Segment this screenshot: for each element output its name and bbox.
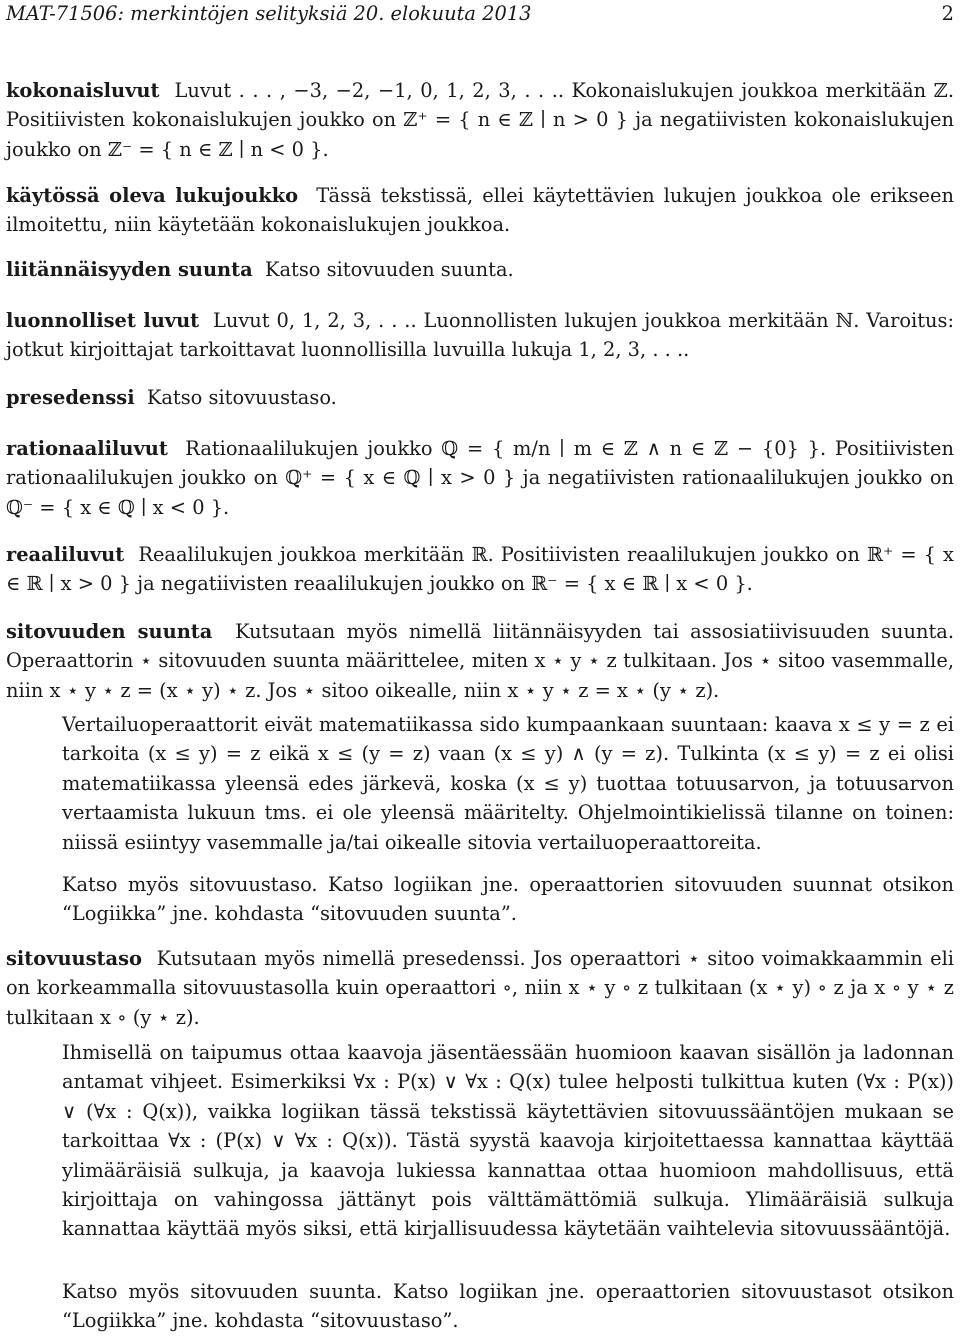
entry-body: Katso sitovuustaso. [146, 386, 337, 409]
paragraph-vertailuoperaattorit: Vertailuoperaattorit eivät matematiikassa sido kumpaankaan suuntaan: kaava x ≤ y = z ei tarkoita (x ≤ y) = z eikä x ≤ (y = z) vaan (x ≤ y) ∧ (y = z). Tulkinta (x ≤ y) = z ei olisi matematiikassa yleensä edes järkevä, koska (x ≤ y) tuottaa totuusarvon, ja totuusarvon vertaamista lukuun tms. ei ole yleensä määritelty. Ohjelmointikielissä tilanne on toinen: niissä esiintyy vasemmalle ja/tai oikealle sitovia vertailuoperaattoreita. [62, 713, 954, 854]
entry-term: luonnolliset luvut [6, 309, 200, 332]
entry-body: Kutsutaan myös nimellä presedenssi. Jos operaattori ⋆ sitoo voimakkaammin eli on korkeammalla sitovuustasolla kuin operaattori ∘, niin x ⋆ y ∘ z tulkitaan (x ⋆ y) ∘ z ja x ∘ y ⋆ z tulkitaan x ∘ (y ⋆ z). [6, 947, 954, 1029]
entry-term: rationaaliluvut [6, 437, 168, 460]
entry-kaytossa-oleva-lukujoukko [6, 181, 954, 240]
running-header [6, 0, 954, 28]
entry-body: Rationaalilukujen joukko ℚ = { m/n ∣ m ∈ ℤ ∧ n ∈ ℤ − {0} }. Positiivisten rationaalilukujen joukko on ℚ⁺ = { x ∈ ℚ ∣ x > 0 } ja negatiivisten rationaalilukujen joukko on ℚ⁻ = { x ∈ ℚ ∣ x < 0 }. [6, 437, 955, 519]
page-number: 2 [941, 2, 954, 25]
entry-body: Luvut 0, 1, 2, 3, . . .. Luonnollisten lukujen joukkoa merkitään ℕ. Varoitus: jotkut kirjoittajat tarkoittavat luonnollisilla luvuilla lukuja 1, 2, 3, . . .. [6, 309, 954, 362]
entry-sitovuustaso [6, 944, 954, 1032]
entry-kokonaisluvut [6, 76, 954, 164]
entry-term: reaaliluvut [6, 543, 125, 566]
entry-term: käytössä oleva lukujoukko [6, 184, 299, 207]
entry-term: sitovuustaso [6, 947, 142, 970]
entry-sitovuuden-suunta [6, 617, 954, 705]
entry-liitannaisyyden-suunta [6, 255, 954, 284]
header-title: MAT-71506: merkintöjen selityksiä 20. elokuuta 2013 [6, 2, 532, 25]
entry-presedenssi [6, 383, 954, 412]
paragraph-katso-myos-sitovuuden-suunta: Katso myös sitovuuden suunta. Katso logiikan jne. operaattorien sitovuustasot otsikon “Logiikka” jne. kohdasta “sitovuustaso”. [62, 1280, 954, 1333]
entry-reaaliluvut [6, 540, 954, 599]
entry-term: kokonaisluvut [6, 79, 160, 102]
entry-body: Luvut . . . , −3, −2, −1, 0, 1, 2, 3, . . .. Kokonaislukujen joukkoa merkitään ℤ. Positiivisten kokonaislukujen joukko on ℤ⁺ = { n ∈ ℤ ∣ n > 0 } ja negatiivisten kokonaislukujen joukko on ℤ⁻ = { n ∈ ℤ ∣ n < 0 }. [6, 79, 954, 161]
entry-body: Kutsutaan myös nimellä liitännäisyyden tai assosiatiivisuuden suunta. Operaattorin ⋆ sitovuuden suunta määrittelee, miten x ⋆ y ⋆ z tulkitaan. Jos ⋆ sitoo vasemmalle, niin x ⋆ y ⋆ z = (x ⋆ y) ⋆ z. Jos ⋆ sitoo oikealle, niin x ⋆ y ⋆ z = x ⋆ (y ⋆ z). [6, 620, 954, 702]
entry-body: Reaalilukujen joukkoa merkitään ℝ. Positiivisten reaalilukujen joukko on ℝ⁺ = { x ∈ ℝ ∣ x > 0 } ja negatiivisten reaalilukujen joukko on ℝ⁻ = { x ∈ ℝ ∣ x < 0 }. [6, 543, 954, 596]
entry-term: sitovuuden suunta [6, 620, 213, 643]
paragraph-ihmisella-on-taipumus: Ihmisellä on taipumus ottaa kaavoja jäsentäessään huomioon kaavan sisällön ja ladonnan antamat vihjeet. Esimerkiksi ∀x : P(x) ∨ ∀x : Q(x) tulee helposti tulkittua kuten (∀x : P(x)) ∨ (∀x : Q(x)), vaikka logiikan tässä tekstissä käytettävien sitovuussääntöjen mukaan se tarkoittaa ∀x : (P(x) ∨ ∀x : Q(x)). Tästä syystä kaavoja kirjoitettaessa kannattaa käyttää ylimääräisiä sulkuja, ja kaavoja lukiessa kannattaa ottaa huomioon mahdollisuus, että kirjoittaja on vahingossa jättänyt pois välttämättömiä sulkuja. Ylimääräisiä sulkuja kannattaa käyttää myös siksi, että kirjallisuudessa käytetään vaihtelevia sitovuussääntöjä. [62, 1041, 954, 1241]
entry-rationaaliluvut [6, 434, 954, 522]
entry-body: Katso sitovuuden suunta. [265, 258, 514, 281]
entry-luonnolliset-luvut [6, 306, 954, 365]
entry-term: presedenssi [6, 386, 135, 409]
entry-term: liitännäisyyden suunta [6, 258, 253, 281]
entry-body: Tässä tekstissä, ellei käytettävien lukujen joukkoa ole erikseen ilmoitettu, niin käytetään kokonaislukujen joukkoa. [6, 184, 954, 237]
paragraph-katso-myos-sitovuustaso: Katso myös sitovuustaso. Katso logiikan jne. operaattorien sitovuuden suunnat otsikon “Logiikka” jne. kohdasta “sitovuuden suunta”. [62, 873, 954, 926]
